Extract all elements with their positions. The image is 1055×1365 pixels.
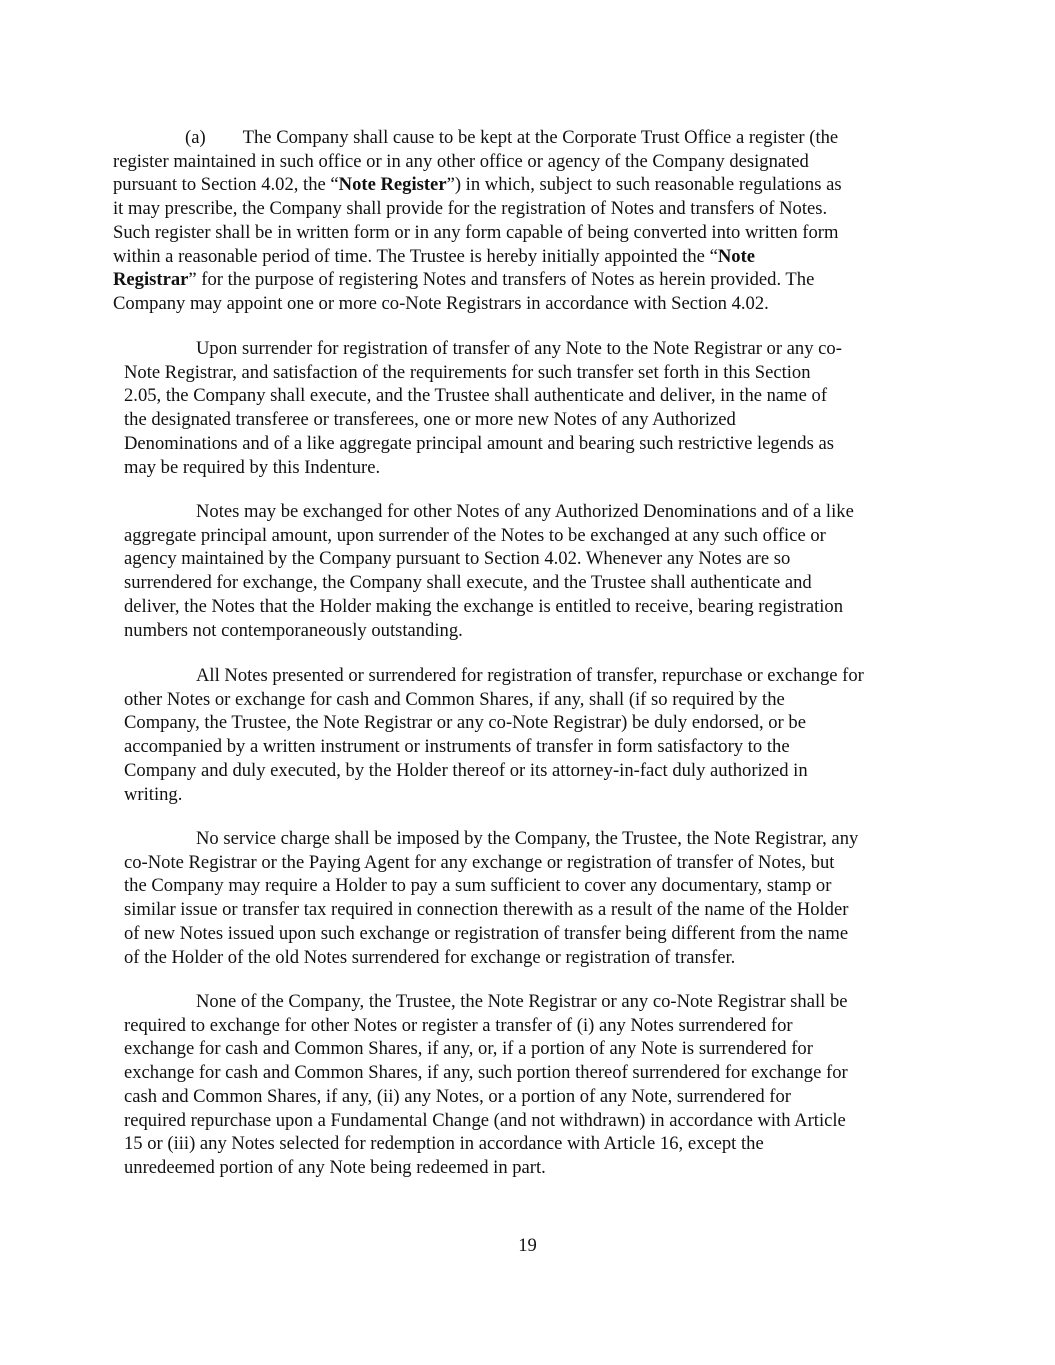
text-line: All Notes presented or surrendered for registration of transfer, repurchase or exchange for bbox=[196, 665, 864, 686]
text-line: deliver, the Notes that the Holder making the exchange is entitled to receive, bearing registration bbox=[124, 595, 843, 617]
text-line: surrendered for exchange, the Company shall execute, and the Trustee shall authenticate and bbox=[124, 572, 812, 594]
text-line: within a reasonable period of time. The Trustee is hereby initially appointed the “Note bbox=[113, 245, 756, 267]
text-line: Company may appoint one or more co-Note Registrars in accordance with Section 4.02. bbox=[113, 292, 769, 314]
text-line: Registrar” for the purpose of registering Notes and transfers of Notes as herein provided. The bbox=[113, 269, 815, 291]
text-line: None of the Company, the Trustee, the Note Registrar or any co-Note Registrar shall be bbox=[196, 991, 848, 1012]
text-line: Note Registrar, and satisfaction of the requirements for such transfer set forth in this Section bbox=[124, 361, 811, 383]
text-line: of the Holder of the old Notes surrendered for exchange or registration of transfer. bbox=[124, 946, 736, 968]
text-line: exchange for cash and Common Shares, if any, or, if a portion of any Note is surrendered for bbox=[124, 1038, 813, 1060]
text-line: 2.05, the Company shall execute, and the Trustee shall authenticate and deliver, in the name of bbox=[124, 385, 828, 407]
text-line: cash and Common Shares, if any, (ii) any Notes, or a portion of any Note, surrendered for bbox=[124, 1085, 791, 1107]
paragraph-exchange-restrictions bbox=[124, 990, 848, 1180]
text-line: writing. bbox=[124, 783, 183, 805]
page-number: 19 bbox=[518, 1235, 537, 1256]
text-line: register maintained in such office or in any other office or agency of the Company designated bbox=[113, 150, 809, 172]
text-line: other Notes or exchange for cash and Common Shares, if any, shall (if so required by the bbox=[124, 688, 785, 710]
section-label: (a) bbox=[185, 127, 206, 148]
text-line: similar issue or transfer tax required in connection therewith as a result of the name of the Holder bbox=[124, 899, 849, 921]
text-line: accompanied by a written instrument or instruments of transfer in form satisfactory to the bbox=[124, 736, 790, 758]
paragraph-service-charge bbox=[124, 827, 858, 969]
text-line: exchange for cash and Common Shares, if any, such portion thereof surrendered for exchange for bbox=[124, 1062, 848, 1084]
text-line: of new Notes issued upon such exchange or registration of transfer being different from the name bbox=[124, 922, 849, 944]
text-line: required repurchase upon a Fundamental Change (and not withdrawn) in accordance with Article bbox=[124, 1109, 846, 1131]
text-line: Company, the Trustee, the Note Registrar or any co-Note Registrar) be duly endorsed, or be bbox=[124, 712, 806, 734]
text-line: Upon surrender for registration of transfer of any Note to the Note Registrar or any co- bbox=[196, 338, 842, 359]
section-a-paragraph bbox=[113, 126, 842, 316]
text-line: Denominations and of a like aggregate principal amount and bearing such restrictive legends as bbox=[124, 432, 834, 454]
text-line: the designated transferee or transferees, one or more new Notes of any Authorized bbox=[124, 409, 736, 431]
text-line: pursuant to Section 4.02, the “Note Register”) in which, subject to such reasonable regulations as bbox=[113, 174, 842, 196]
text-line: Such register shall be in written form or in any form capable of being converted into written form bbox=[113, 221, 839, 243]
text-line: co-Note Registrar or the Paying Agent for any exchange or registration of transfer of Notes, but bbox=[124, 851, 835, 873]
text-line: agency maintained by the Company pursuant to Section 4.02. Whenever any Notes are so bbox=[124, 548, 791, 570]
paragraph-registration-of-transfer bbox=[124, 337, 842, 479]
text-line: No service charge shall be imposed by the Company, the Trustee, the Note Registrar, any bbox=[196, 828, 859, 849]
defined-term: Note Register bbox=[338, 174, 447, 196]
text-line: (a) The Company shall cause to be kept at the Corporate Trust Office a register (the bbox=[185, 127, 839, 148]
defined-term: Note bbox=[717, 245, 756, 267]
text-line: the Company may require a Holder to pay a sum sufficient to cover any documentary, stamp or bbox=[124, 875, 832, 897]
text-line: it may prescribe, the Company shall provide for the registration of Notes and transfers of Notes. bbox=[113, 198, 828, 220]
text-line: required to exchange for other Notes or register a transfer of (i) any Notes surrendered for bbox=[124, 1014, 793, 1036]
defined-term: Registrar bbox=[113, 269, 189, 291]
paragraph-exchange-of-notes bbox=[124, 500, 854, 642]
text-line: 15 or (iii) any Notes selected for redemption in accordance with Article 16, except the bbox=[124, 1133, 764, 1155]
text-line: aggregate principal amount, upon surrender of the Notes to be exchanged at any such office or bbox=[124, 524, 826, 546]
text-line: may be required by this Indenture. bbox=[124, 456, 381, 478]
text-line: Company and duly executed, by the Holder thereof or its attorney-in-fact duly authorized in bbox=[124, 759, 808, 781]
text-line: numbers not contemporaneously outstanding. bbox=[124, 619, 463, 641]
text-line: unredeemed portion of any Note being redeemed in part. bbox=[124, 1156, 546, 1178]
text-line: Notes may be exchanged for other Notes of any Authorized Denominations and of a like bbox=[196, 501, 854, 522]
paragraph-endorsement bbox=[124, 664, 864, 806]
